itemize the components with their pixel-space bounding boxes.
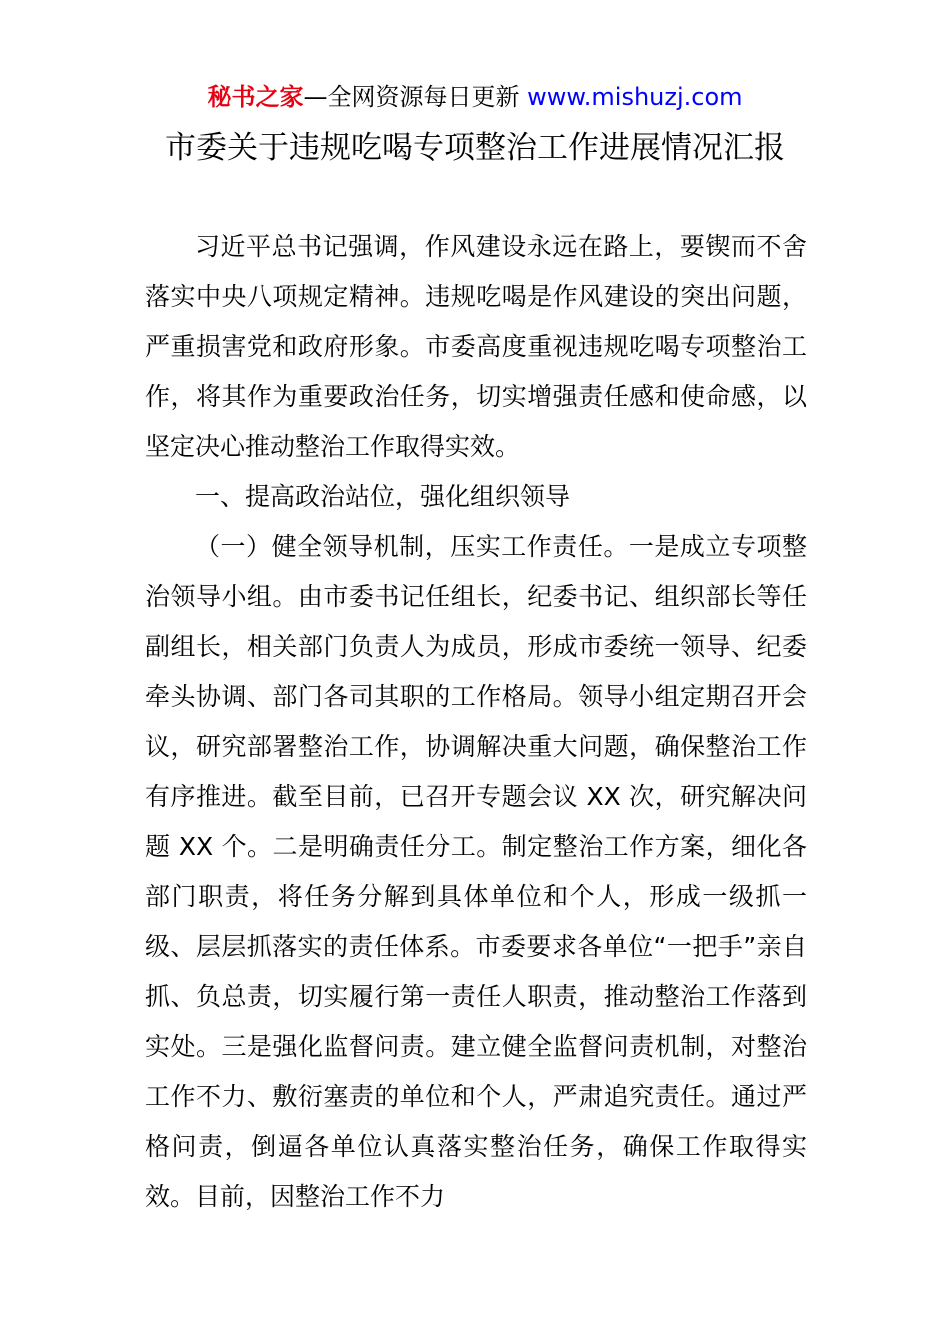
- site-banner: [0, 80, 950, 114]
- section-heading: 一、提高政治站位，强化组织领导: [195, 482, 571, 511]
- document-title: 市委关于违规吃喝专项整治工作进展情况汇报: [165, 130, 785, 166]
- intro-paragraph: 习近平总书记强调，作风建设永远在路上，要锲而不舍落实中央八项规定精神。违规吃喝是作风建设的突出问题，严重损害党和政府形象。市委高度重视违规吃喝专项整治工作，将其作为重要政治任务，切实增强责任感和使命感，以坚定决心推动整治工作取得实效。: [145, 232, 807, 461]
- brand-name: 秘书之家: [207, 83, 304, 111]
- banner-tagline: —全网资源每日更新: [303, 83, 520, 111]
- document-body: [145, 222, 807, 1222]
- body-paragraph: （一）健全领导机制，压实工作责任。一是成立专项整治领导小组。由市委书记任组长，纪委书记、组织部长等任副组长，相关部门负责人为成员，形成市委统一领导、纪委牵头协调、部门各司其职的工作格局。领导小组定期召开会议，研究部署整治工作，协调解决重大问题，确保整治工作有序推进。截至目前，已召开专题会议 XX 次，研究解决问题 XX 个。二是明确责任分工。制定整治工作方案，细化各部门职责，将任务分解到具体单位和个人，形成一级抓一级、层层抓落实的责任体系。市委要求各单位“一把手”亲自抓、负总责，切实履行第一责任人职责，推动整治工作落到实处。三是强化监督问责。建立健全监督问责机制，对整治工作不力、敷衍塞责的单位和个人，严肃追究责任。通过严格问责，倒逼各单位认真落实整治任务，确保工作取得实效。目前，因整治工作不力: [145, 532, 807, 1211]
- site-url-link[interactable]: www.mishuzj.com: [527, 83, 743, 111]
